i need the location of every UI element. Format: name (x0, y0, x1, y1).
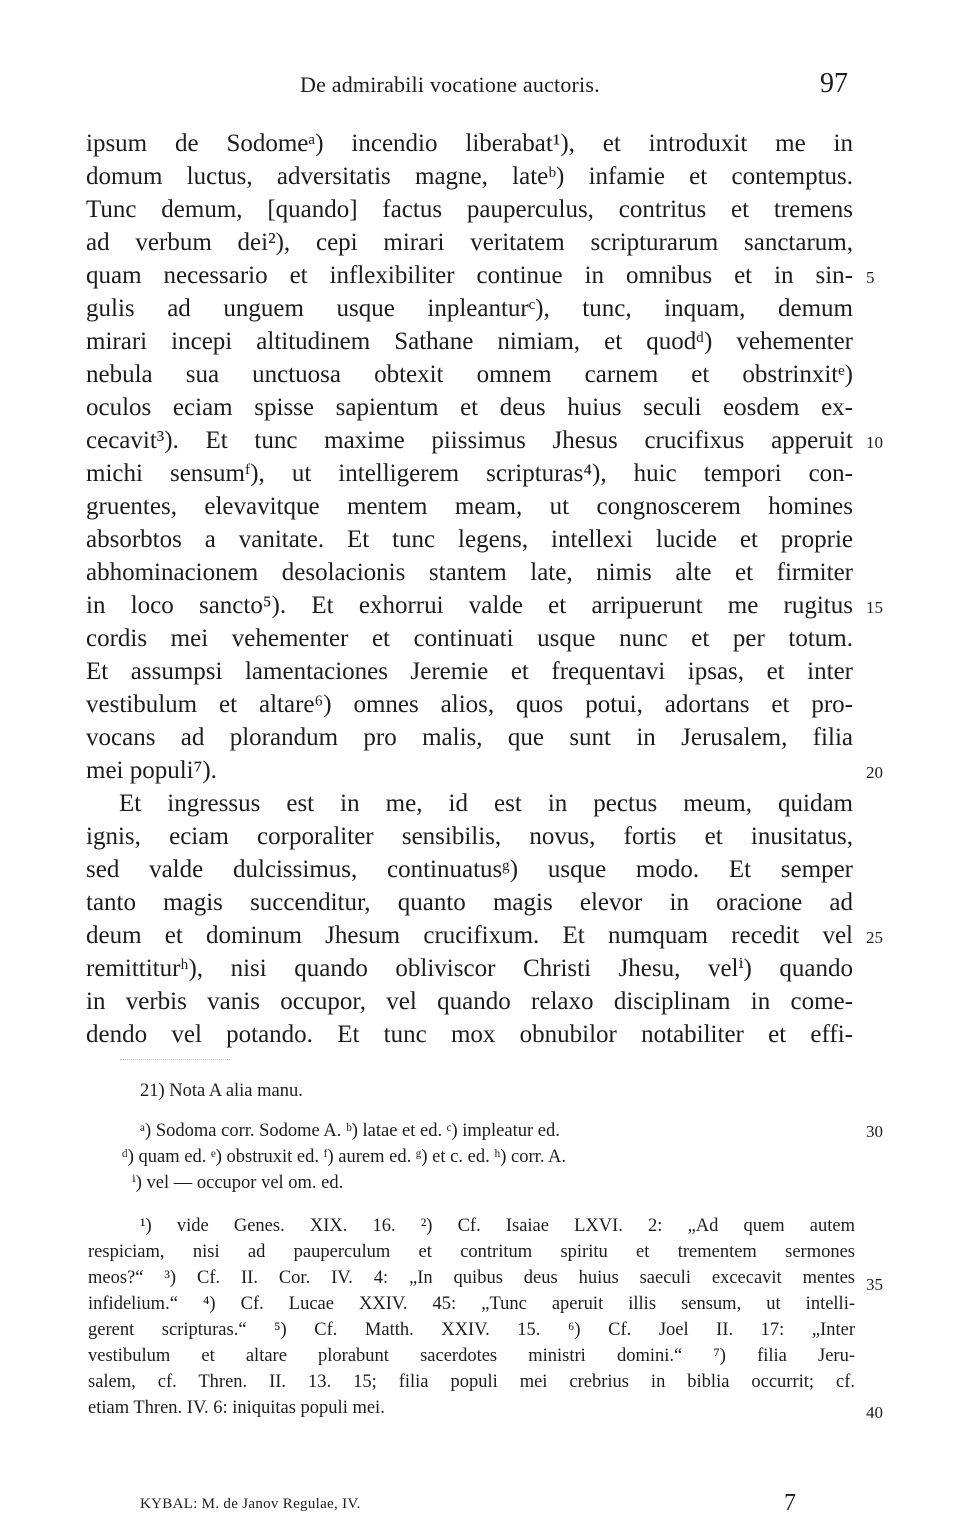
body-line: ad verbum dei²), cepi mirari veritatem scripturarum sanctarum, (86, 229, 853, 256)
source-note: etiam Thren. IV. 6: iniquitas populi mei. (88, 1398, 385, 1418)
source-note: vestibulum et altare plorabunt sacerdotes ministri domini.“ ⁷) filia Jeru- (88, 1346, 855, 1366)
critical-note: 21) Nota A alia manu. (140, 1081, 303, 1101)
body-line: absorbtos a vanitate. Et tunc legens, intellexi lucide et proprie (86, 526, 853, 553)
body-line: mei populi⁷). (86, 757, 217, 784)
body-line: cordis mei vehementer et continuati usque nunc et per totum. (86, 625, 853, 652)
body-line: quam necessario et inflexibiliter continue in omnibus et in sin- (86, 262, 853, 289)
body-line: Tunc demum, [quando] factus pauperculus, contritus et tremens (86, 196, 853, 223)
body-line: domum luctus, adversitatis magne, lateᵇ) infamie et contemptus. (86, 163, 853, 190)
printer-signature: KYBAL: M. de Janov Regulae, IV. (140, 1496, 361, 1512)
body-line: tanto magis succenditur, quanto magis elevor in oracione ad (86, 889, 853, 916)
critical-note: ⁱ) vel — occupor vel om. ed. (132, 1173, 344, 1193)
source-note: ¹) vide Genes. XIX. 16. ²) Cf. Isaiae LXVI. 2: „Ad quem autem (140, 1216, 855, 1236)
line-number: 15 (866, 598, 883, 617)
source-note: meos?“ ³) Cf. II. Cor. IV. 4: „In quibus deus huius saeculi excecavit mentes (88, 1268, 855, 1288)
body-line: dendo vel potando. Et tunc mox obnubilor notabiliter et effi- (86, 1021, 853, 1048)
body-line: deum et dominum Jhesum crucifixum. Et numquam recedit vel (86, 922, 853, 949)
body-line: gruentes, elevavitque mentem meam, ut congnoscerem homines (86, 493, 853, 520)
source-note: salem, cf. Thren. II. 13. 15; filia populi mei crebrius in biblia occurrit; cf. (88, 1372, 855, 1392)
source-note: gerent scripturas.“ ⁵) Cf. Matth. XXIV. 15. ⁶) Cf. Joel II. 17: „Inter (88, 1320, 855, 1340)
body-line: vestibulum et altare⁶) omnes alios, quos potui, adortans et pro- (86, 691, 853, 718)
page-number: 97 (820, 68, 848, 99)
body-line: remittiturʰ), nisi quando obliviscor Christi Jhesu, velⁱ) quando (86, 955, 853, 982)
line-number: 10 (866, 433, 883, 452)
line-number: 35 (866, 1275, 883, 1294)
body-line: abhominacionem desolacionis stantem late, nimis alte et firmiter (86, 559, 853, 586)
body-line: Et assumpsi lamentaciones Jeremie et frequentavi ipsas, et inter (86, 658, 853, 685)
critical-note: ᵈ) quam ed. ᵉ) obstruxit ed. ᶠ) aurem ed. ᵍ) et c. ed. ʰ) corr. A. (122, 1147, 567, 1167)
body-line: Et ingressus est in me, id est in pectus meum, quidam (119, 790, 853, 817)
running-title: De admirabili vocatione auctoris. (300, 72, 600, 97)
source-note: respiciam, nisi ad pauperculum et contritum spiritu et trementem sermones (88, 1242, 855, 1262)
line-number: 30 (866, 1122, 883, 1141)
line-number: 40 (866, 1403, 883, 1422)
footnote-divider (120, 1059, 230, 1060)
body-line: michi sensumᶠ), ut intelligerem scripturas⁴), huic tempori con- (86, 460, 853, 487)
body-line: in loco sancto⁵). Et exhorrui valde et arripuerunt me rugitus (86, 592, 853, 619)
line-number: 25 (866, 928, 883, 947)
body-line: nebula sua unctuosa obtexit omnem carnem et obstrinxitᵉ) (86, 361, 853, 388)
source-note: infidelium.“ ⁴) Cf. Lucae XXIV. 45: „Tunc aperuit illis sensum, ut intelli- (88, 1294, 855, 1314)
body-line: ignis, eciam corporaliter sensibilis, novus, fortis et inusitatus, (86, 823, 853, 850)
critical-note: ᵃ) Sodoma corr. Sodome A. ᵇ) latae et ed. ᶜ) impleatur ed. (140, 1121, 560, 1141)
body-line: oculos eciam spisse sapientum et deus huius seculi eosdem ex- (86, 394, 853, 421)
body-line: gulis ad unguem usque inpleanturᶜ), tunc, inquam, demum (86, 295, 853, 322)
body-line: ipsum de Sodomeᵃ) incendio liberabat¹), et introduxit me in (86, 130, 853, 157)
line-number: 20 (866, 763, 883, 782)
body-line: vocans ad plorandum pro malis, que sunt in Jerusalem, filia (86, 724, 853, 751)
line-number: 5 (866, 268, 875, 287)
body-line: sed valde dulcissimus, continuatusᵍ) usque modo. Et semper (86, 856, 853, 883)
body-line: mirari incepi altitudinem Sathane nimiam, et quodᵈ) vehementer (86, 328, 853, 355)
signature-mark: 7 (784, 1490, 796, 1516)
body-line: in verbis vanis occupor, vel quando relaxo disciplinam in come- (86, 988, 853, 1015)
body-line: cecavit³). Et tunc maxime piissimus Jhesus crucifixus apperuit (86, 427, 853, 454)
